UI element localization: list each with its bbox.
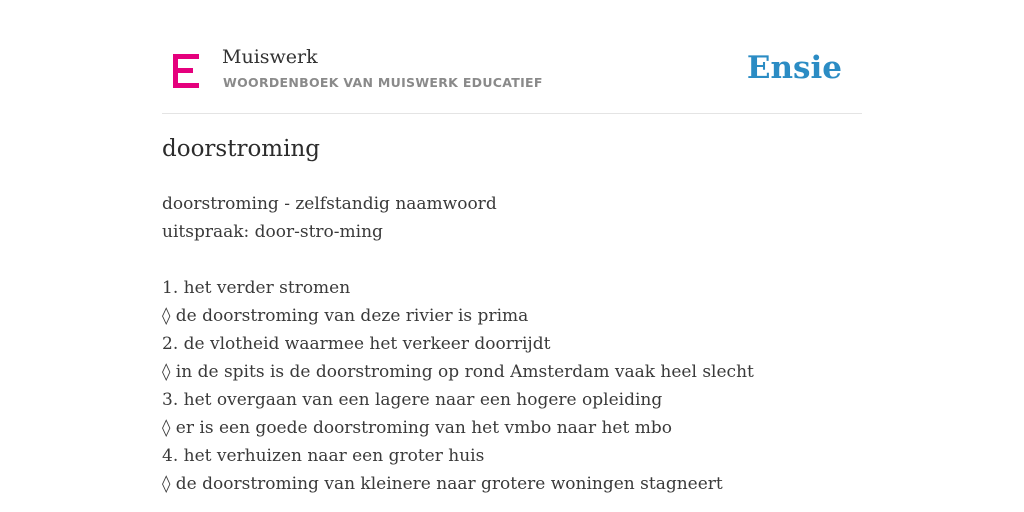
sense-definition: 1. het verder stromen [162, 278, 351, 298]
entry-title: doorstroming [162, 136, 321, 162]
ensie-logo-link[interactable]: Ensie [746, 50, 842, 86]
entry-body [162, 190, 862, 498]
sense-example: ◊ in de spits is de doorstroming op rond Amsterdam vaak heel slecht [162, 362, 754, 382]
sense-definition: 4. het verhuizen naar een groter huis [162, 446, 485, 466]
site-header [162, 0, 862, 114]
muiswerk-logo-icon[interactable] [173, 54, 199, 88]
part-of-speech-line: doorstroming - zelfstandig naamwoord [162, 194, 497, 214]
sense-example: ◊ er is een goede doorstroming van het vmbo naar het mbo [162, 418, 672, 438]
sense-example: ◊ de doorstroming van deze rivier is prima [162, 306, 529, 326]
spacer [162, 246, 862, 274]
brand-subtitle: WOORDENBOEK VAN MUISWERK EDUCATIEF [223, 75, 543, 90]
pronunciation-line: uitspraak: door-stro-ming [162, 222, 383, 242]
sense-definition: 2. de vlotheid waarmee het verkeer doorrijdt [162, 334, 551, 354]
sense-definition: 3. het overgaan van een lagere naar een hogere opleiding [162, 390, 663, 410]
brand-name[interactable]: Muiswerk [222, 46, 318, 68]
sense-example: ◊ de doorstroming van kleinere naar grotere woningen stagneert [162, 474, 723, 494]
